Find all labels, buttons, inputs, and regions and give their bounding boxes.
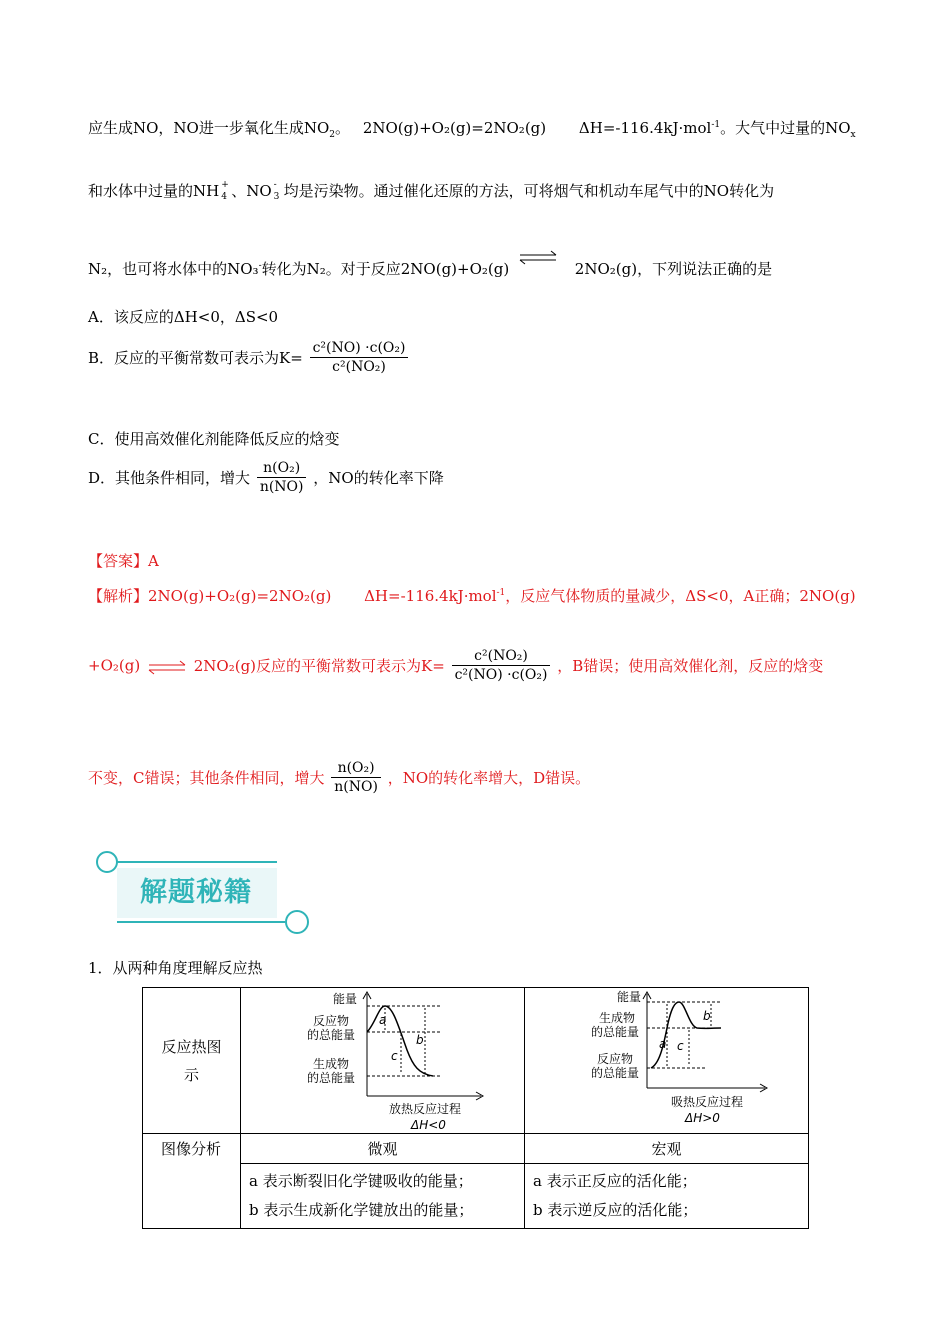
equilibrium-arrow-icon	[516, 247, 560, 269]
exothermic-energy-diagram	[241, 988, 524, 1133]
explanation-ratio-fraction: $\frac{\text{n(O₂)}}{n(NO)}$	[331, 760, 381, 795]
question-line-2: 和水体中过量的NH + 4 、NO - 3 均是污染物。通过催化还原的方法，可将烟气和机动车尾气中的NO转化为	[88, 180, 775, 202]
endo-diagram-cell	[525, 988, 809, 1134]
svg-text:能量: 能量	[333, 992, 358, 1006]
explanation-line-3: 不变，C错误；其他条件相同，增大 $\frac{\text{n(O₂)}}{n(NO)}$ ，NO的转化率增大，D错误。	[88, 760, 591, 795]
svg-text:反应物: 反应物	[597, 1052, 634, 1066]
table-row-label: 反应热图示	[143, 988, 241, 1134]
section-item-1: 1．从两种角度理解反应热	[88, 959, 263, 977]
question-line-3: N₂，也可将水体中的NO₃-转化为N₂。对于反应2NO(g)+O₂(g) 2NO₂(g)，下列说法正确的是	[88, 258, 772, 281]
svg-text:ΔH>0: ΔH>0	[685, 1111, 720, 1125]
svg-text:的总能量: 的总能量	[307, 1071, 356, 1085]
question-line-1: 应生成NO，NO进一步氧化生成$NO_2$。 2NO(g)+O₂(g)=2NO₂(g) ΔH=-116.4kJ·mol$^{-1}$。大气中过量的$NO_x$	[88, 119, 856, 140]
svg-text:放热反应过程: 放热反应过程	[389, 1102, 462, 1116]
svg-text:反应物: 反应物	[313, 1014, 350, 1028]
svg-text:c: c	[677, 1039, 684, 1053]
option-d: D．其他条件相同，增大 $\frac{\text{n(O₂)}}{n(NO)}$ ，NO的转化率下降	[88, 460, 444, 495]
macro-analysis-cell: a 表示正反应的活化能； b 表示逆反应的活化能；	[525, 1164, 809, 1229]
svg-text:生成物: 生成物	[313, 1057, 350, 1071]
option-c: C．使用高效催化剂能降低反应的焓变	[88, 430, 340, 448]
section-banner-title: 解题秘籍	[140, 877, 252, 908]
explanation-k-fraction: $\frac{\text{c²(NO₂)}}{\text{c²(NO) ·c(O₂)}}$	[452, 648, 551, 683]
svg-text:生成物: 生成物	[599, 1011, 636, 1025]
svg-text:a: a	[379, 1013, 387, 1027]
column-header-micro: 微观	[241, 1134, 525, 1164]
svg-text:b: b	[416, 1033, 424, 1047]
explanation-line-2: +O₂(g) 2NO₂(g)反应的平衡常数可表示为K= $\frac{\text{c²(NO₂)}}{\text{c²(NO) ·c(O₂)}}$ ，B错误；使用高效催化剂，反应的焓变	[88, 648, 824, 683]
svg-text:吸热反应过程: 吸热反应过程	[671, 1095, 744, 1109]
explanation-line-1: 【解析】2NO(g)+O₂(g)=2NO₂(g) ΔH=-116.4kJ·mol$^{-1}$，反应气体物质的量减少，ΔS<0，A正确；2NO(g)	[88, 587, 856, 605]
svg-text:a: a	[659, 1037, 667, 1051]
reaction-heat-table	[142, 987, 809, 1229]
option-a: A．该反应的ΔH<0，ΔS<0	[88, 308, 279, 326]
option-b: B．反应的平衡常数可表示为K= $\frac{\text{c²(NO) ·c(O₂)}}{\text{c²(NO₂)}}$	[88, 340, 410, 375]
equilibrium-arrow-icon	[145, 657, 189, 679]
option-d-fraction: $\frac{\text{n(O₂)}}{n(NO)}$	[257, 460, 307, 495]
svg-text:的总能量: 的总能量	[591, 1025, 640, 1039]
exo-diagram-cell	[241, 988, 525, 1134]
svg-text:c: c	[391, 1049, 398, 1063]
svg-text:能量: 能量	[617, 990, 642, 1004]
answer-label: 【答案】A	[88, 552, 159, 570]
svg-text:的总能量: 的总能量	[591, 1066, 640, 1080]
svg-text:b: b	[703, 1009, 711, 1023]
column-header-macro: 宏观	[525, 1134, 809, 1164]
svg-text:ΔH<0: ΔH<0	[411, 1118, 446, 1132]
table-row-label: 图像分析	[143, 1134, 241, 1229]
option-b-fraction: $\frac{\text{c²(NO) ·c(O₂)}}{\text{c²(NO₂)}}$	[310, 340, 409, 375]
micro-analysis-cell: a 表示断裂旧化学键吸收的能量； b 表示生成新化学键放出的能量；	[241, 1164, 525, 1229]
svg-text:的总能量: 的总能量	[307, 1028, 356, 1042]
endothermic-energy-diagram	[525, 988, 808, 1133]
